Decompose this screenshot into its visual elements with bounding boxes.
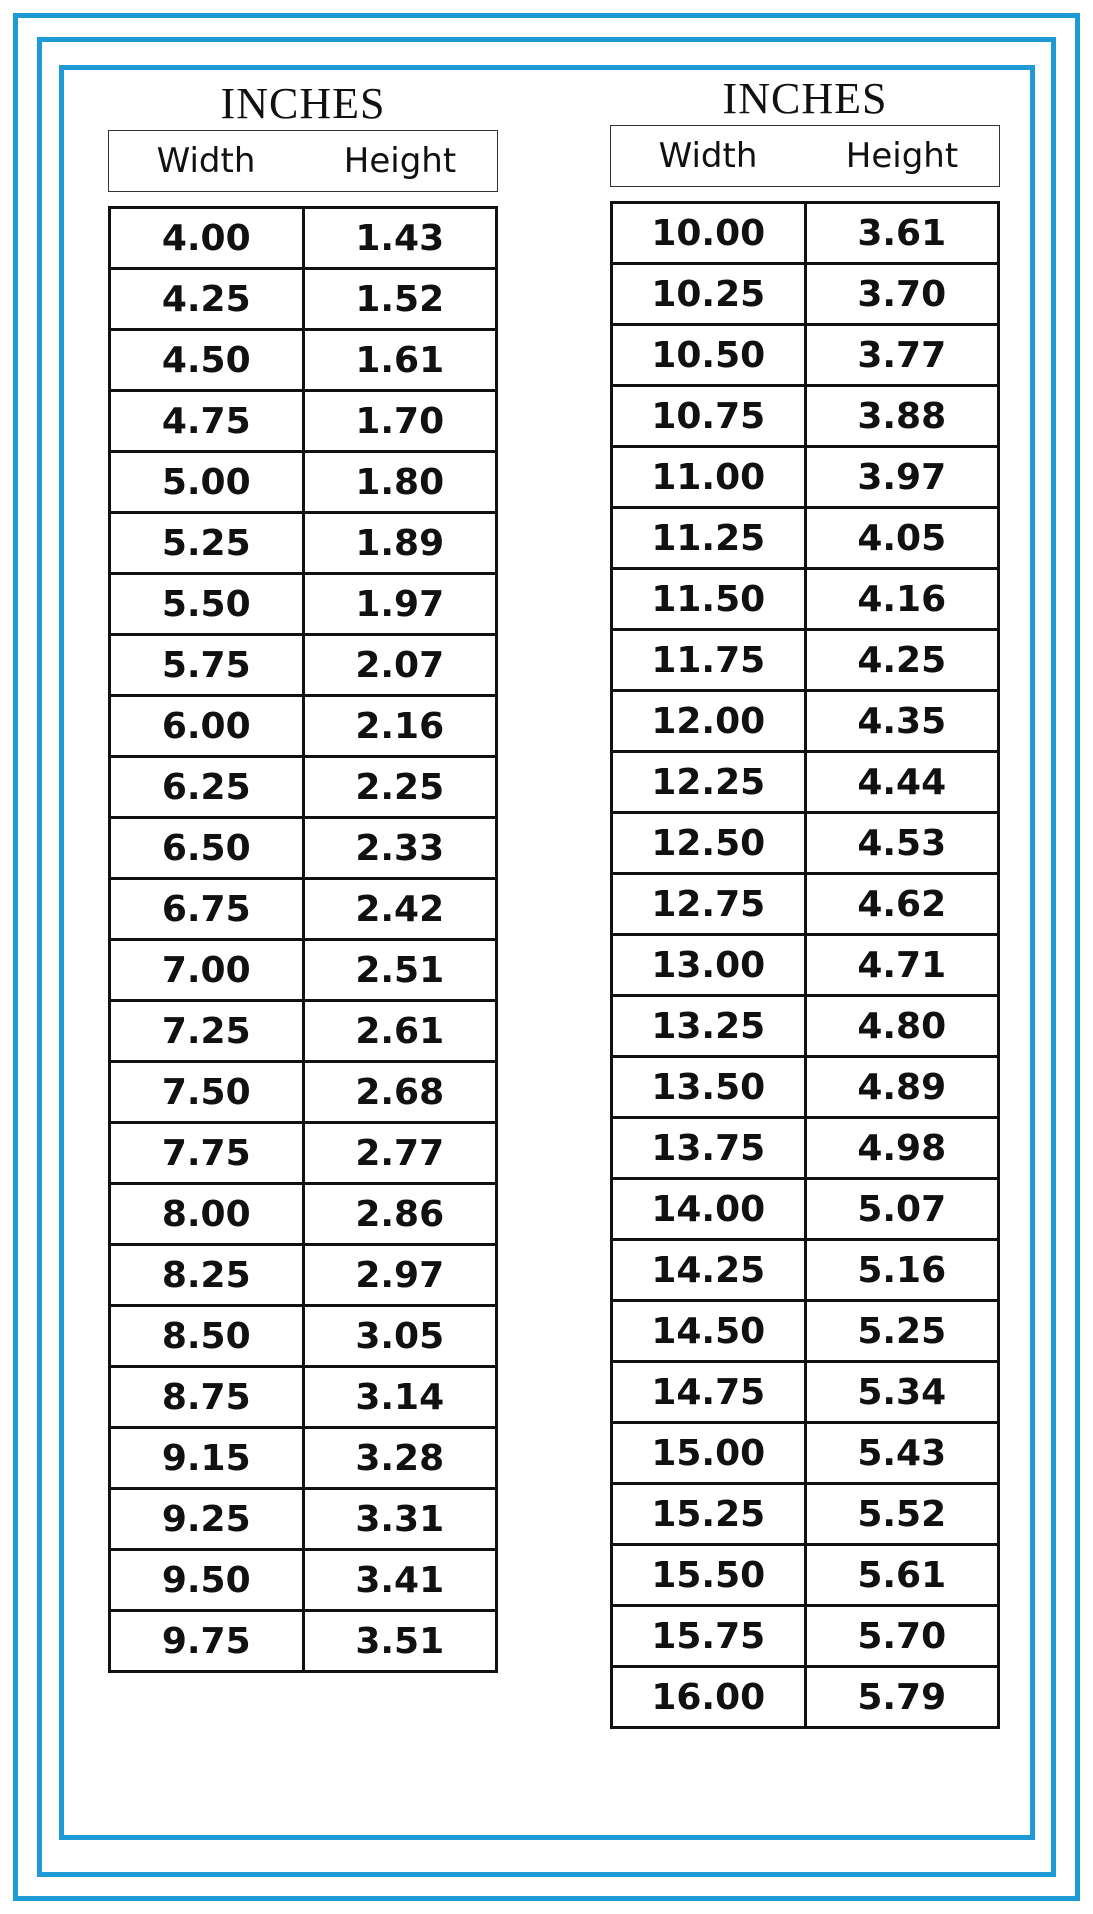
width-cell: 10.25 <box>612 264 806 325</box>
height-cell: 5.52 <box>805 1484 999 1545</box>
table-row <box>110 635 497 696</box>
left-height-header: Height <box>343 141 457 181</box>
left-size-table <box>108 206 498 1673</box>
width-cell: 14.00 <box>612 1179 806 1240</box>
table-row <box>110 1062 497 1123</box>
width-cell: 15.00 <box>612 1423 806 1484</box>
table-row <box>612 508 999 569</box>
table-row <box>612 874 999 935</box>
table-row <box>612 1362 999 1423</box>
left-panel-title: INCHES <box>220 79 386 128</box>
width-cell: 14.50 <box>612 1301 806 1362</box>
table-row <box>612 1301 999 1362</box>
right-header-row <box>610 125 1000 187</box>
width-cell: 12.50 <box>612 813 806 874</box>
width-cell: 8.00 <box>110 1184 304 1245</box>
height-cell: 4.44 <box>805 752 999 813</box>
height-cell: 4.25 <box>805 630 999 691</box>
height-cell: 3.14 <box>303 1367 497 1428</box>
width-cell: 4.25 <box>110 269 304 330</box>
width-cell: 4.00 <box>110 208 304 269</box>
height-cell: 1.43 <box>303 208 497 269</box>
height-cell: 3.41 <box>303 1550 497 1611</box>
height-cell: 1.52 <box>303 269 497 330</box>
table-row <box>110 696 497 757</box>
height-cell: 4.35 <box>805 691 999 752</box>
width-cell: 13.50 <box>612 1057 806 1118</box>
height-cell: 3.88 <box>805 386 999 447</box>
width-cell: 10.50 <box>612 325 806 386</box>
height-cell: 3.97 <box>805 447 999 508</box>
table-row <box>612 1545 999 1606</box>
height-cell: 3.31 <box>303 1489 497 1550</box>
width-cell: 11.50 <box>612 569 806 630</box>
width-cell: 14.25 <box>612 1240 806 1301</box>
height-cell: 2.25 <box>303 757 497 818</box>
width-cell: 13.00 <box>612 935 806 996</box>
width-cell: 12.25 <box>612 752 806 813</box>
width-cell: 13.75 <box>612 1118 806 1179</box>
height-cell: 5.70 <box>805 1606 999 1667</box>
height-cell: 5.61 <box>805 1545 999 1606</box>
left-table-body <box>110 208 497 1672</box>
height-cell: 3.05 <box>303 1306 497 1367</box>
table-row <box>612 813 999 874</box>
table-row <box>110 818 497 879</box>
width-cell: 9.75 <box>110 1611 304 1672</box>
right-width-header: Width <box>658 136 758 176</box>
height-cell: 5.43 <box>805 1423 999 1484</box>
table-row <box>612 996 999 1057</box>
height-cell: 1.89 <box>303 513 497 574</box>
width-cell: 4.75 <box>110 391 304 452</box>
right-table-body <box>612 203 999 1728</box>
height-cell: 4.53 <box>805 813 999 874</box>
table-row <box>612 203 999 264</box>
height-cell: 1.80 <box>303 452 497 513</box>
height-cell: 3.28 <box>303 1428 497 1489</box>
table-row <box>110 330 497 391</box>
table-row <box>110 757 497 818</box>
left-size-chart <box>108 78 498 1673</box>
width-cell: 6.75 <box>110 879 304 940</box>
width-cell: 6.25 <box>110 757 304 818</box>
table-row <box>612 325 999 386</box>
right-size-table <box>610 201 1000 1729</box>
height-cell: 2.16 <box>303 696 497 757</box>
height-cell: 3.70 <box>805 264 999 325</box>
table-row <box>612 1606 999 1667</box>
width-cell: 9.15 <box>110 1428 304 1489</box>
width-cell: 12.00 <box>612 691 806 752</box>
table-row <box>110 1123 497 1184</box>
table-row <box>110 269 497 330</box>
width-cell: 9.25 <box>110 1489 304 1550</box>
width-cell: 12.75 <box>612 874 806 935</box>
height-cell: 2.77 <box>303 1123 497 1184</box>
height-cell: 1.97 <box>303 574 497 635</box>
height-cell: 4.71 <box>805 935 999 996</box>
width-cell: 13.25 <box>612 996 806 1057</box>
width-cell: 15.75 <box>612 1606 806 1667</box>
table-row <box>612 1057 999 1118</box>
height-cell: 2.97 <box>303 1245 497 1306</box>
table-row <box>110 879 497 940</box>
width-cell: 8.50 <box>110 1306 304 1367</box>
height-cell: 4.80 <box>805 996 999 1057</box>
width-cell: 9.50 <box>110 1550 304 1611</box>
width-cell: 7.00 <box>110 940 304 1001</box>
width-cell: 10.00 <box>612 203 806 264</box>
table-row <box>612 1484 999 1545</box>
table-row <box>110 452 497 513</box>
width-cell: 11.75 <box>612 630 806 691</box>
height-cell: 2.07 <box>303 635 497 696</box>
width-cell: 8.75 <box>110 1367 304 1428</box>
height-cell: 2.86 <box>303 1184 497 1245</box>
table-row <box>612 1423 999 1484</box>
table-row <box>110 1550 497 1611</box>
right-panel-title: INCHES <box>722 74 888 123</box>
table-row <box>612 447 999 508</box>
right-size-chart <box>610 73 1000 1729</box>
height-cell: 4.16 <box>805 569 999 630</box>
table-row <box>612 630 999 691</box>
width-cell: 5.00 <box>110 452 304 513</box>
table-row <box>110 574 497 635</box>
height-cell: 4.98 <box>805 1118 999 1179</box>
width-cell: 10.75 <box>612 386 806 447</box>
height-cell: 5.79 <box>805 1667 999 1728</box>
width-cell: 15.50 <box>612 1545 806 1606</box>
table-row <box>612 1179 999 1240</box>
height-cell: 4.05 <box>805 508 999 569</box>
height-cell: 3.77 <box>805 325 999 386</box>
height-cell: 5.25 <box>805 1301 999 1362</box>
table-row <box>110 1489 497 1550</box>
table-row <box>612 1667 999 1728</box>
left-header-row <box>108 130 498 192</box>
right-height-header: Height <box>845 136 959 176</box>
width-cell: 7.25 <box>110 1001 304 1062</box>
width-cell: 16.00 <box>612 1667 806 1728</box>
height-cell: 5.07 <box>805 1179 999 1240</box>
height-cell: 2.61 <box>303 1001 497 1062</box>
table-row <box>110 1001 497 1062</box>
table-row <box>110 513 497 574</box>
width-cell: 14.75 <box>612 1362 806 1423</box>
width-cell: 11.25 <box>612 508 806 569</box>
left-width-header: Width <box>156 141 256 181</box>
height-cell: 2.68 <box>303 1062 497 1123</box>
table-row <box>612 386 999 447</box>
height-cell: 3.61 <box>805 203 999 264</box>
table-row <box>110 1184 497 1245</box>
width-cell: 7.50 <box>110 1062 304 1123</box>
table-row <box>612 1240 999 1301</box>
width-cell: 15.25 <box>612 1484 806 1545</box>
table-row <box>110 391 497 452</box>
table-row <box>612 752 999 813</box>
table-row <box>110 1245 497 1306</box>
table-row <box>110 1611 497 1672</box>
width-cell: 5.75 <box>110 635 304 696</box>
width-cell: 5.25 <box>110 513 304 574</box>
width-cell: 8.25 <box>110 1245 304 1306</box>
table-row <box>110 940 497 1001</box>
table-row <box>612 935 999 996</box>
table-row <box>110 1306 497 1367</box>
table-row <box>612 691 999 752</box>
width-cell: 7.75 <box>110 1123 304 1184</box>
height-cell: 2.51 <box>303 940 497 1001</box>
height-cell: 2.33 <box>303 818 497 879</box>
table-row <box>110 1428 497 1489</box>
table-row <box>612 1118 999 1179</box>
width-cell: 11.00 <box>612 447 806 508</box>
width-cell: 6.00 <box>110 696 304 757</box>
height-cell: 1.70 <box>303 391 497 452</box>
height-cell: 1.61 <box>303 330 497 391</box>
table-row <box>110 1367 497 1428</box>
height-cell: 4.89 <box>805 1057 999 1118</box>
height-cell: 3.51 <box>303 1611 497 1672</box>
height-cell: 5.34 <box>805 1362 999 1423</box>
table-row <box>612 264 999 325</box>
height-cell: 4.62 <box>805 874 999 935</box>
height-cell: 5.16 <box>805 1240 999 1301</box>
height-cell: 2.42 <box>303 879 497 940</box>
width-cell: 6.50 <box>110 818 304 879</box>
width-cell: 5.50 <box>110 574 304 635</box>
table-row <box>110 208 497 269</box>
width-cell: 4.50 <box>110 330 304 391</box>
table-row <box>612 569 999 630</box>
